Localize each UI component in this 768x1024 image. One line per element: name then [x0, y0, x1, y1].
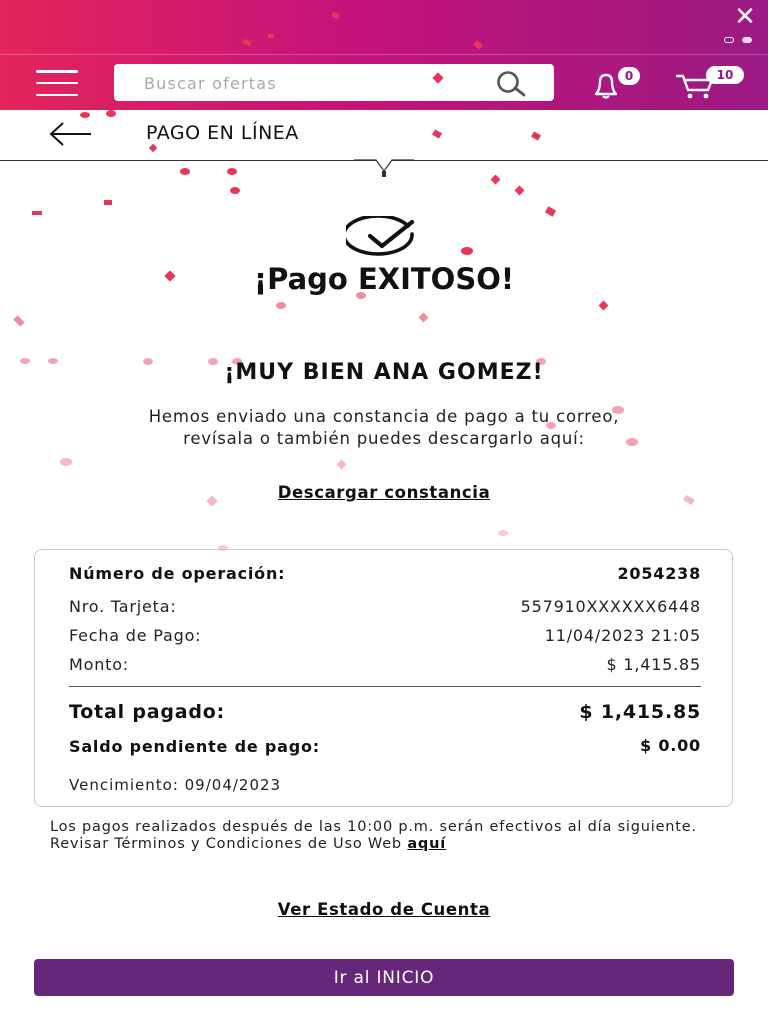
total-label: Total pagado: [69, 701, 226, 723]
amount-value: $ 1,415.85 [606, 655, 701, 674]
due-date: Vencimiento: 09/04/2023 [69, 776, 282, 794]
confetti-piece [106, 110, 116, 117]
success-title: ¡Pago EXITOSO! [253, 262, 515, 296]
message-line: revísala o también puedes descargarlo aquí: [183, 429, 585, 448]
balance-value: $ 0.00 [640, 736, 701, 755]
menu-line [36, 70, 78, 73]
operation-label: Número de operación: [69, 564, 286, 583]
date-value: 11/04/2023 21:05 [544, 626, 701, 645]
search-input[interactable] [142, 64, 476, 103]
page-title: PAGO EN LÍNEA [146, 122, 299, 144]
operation-row [69, 564, 701, 583]
total-value: $ 1,415.85 [579, 701, 701, 723]
download-receipt-link[interactable]: Descargar constancia [277, 483, 491, 502]
confetti-piece [461, 247, 473, 255]
terms-text: Revisar Términos y Condiciones de Uso Web [50, 836, 408, 852]
search-bar[interactable] [114, 64, 554, 101]
confetti-piece [227, 168, 237, 175]
confetti-piece [419, 313, 429, 323]
home-button[interactable]: Ir al INICIO [34, 959, 734, 996]
dot-outline-icon [724, 37, 734, 43]
balance-label: Saldo pendiente de pago: [69, 737, 320, 756]
account-status-link[interactable]: Ver Estado de Cuenta [277, 900, 491, 919]
search-icon[interactable] [488, 69, 532, 97]
terms-link[interactable]: aquí [407, 836, 446, 852]
card-value: 557910XXXXXX6448 [520, 597, 701, 616]
confetti-piece [32, 211, 42, 215]
amount-label: Monto: [69, 655, 129, 674]
confetti-piece [13, 315, 24, 326]
card-row [69, 597, 701, 616]
terms-line [50, 836, 740, 853]
card-label: Nro. Tarjeta: [69, 597, 177, 616]
subheader [0, 110, 768, 161]
header-notch-icon [354, 157, 414, 179]
menu-line [36, 82, 78, 85]
amount-row [69, 655, 701, 674]
back-arrow-icon[interactable] [48, 121, 94, 147]
notifications-badge: 0 [618, 67, 640, 85]
menu-line [36, 94, 78, 97]
confetti-piece [491, 175, 501, 185]
check-circle-icon [346, 216, 424, 258]
note-text: Los pagos realizados después de las 10:00 p.m. serán efectivos al día siguiente. [50, 819, 697, 835]
confetti-piece [337, 460, 347, 470]
cart-badge: 10 [706, 66, 744, 84]
window-dots [724, 37, 752, 43]
balance-row [69, 736, 701, 757]
top-strip [0, 0, 768, 55]
message-line: Hemos enviado una constancia de pago a tu correo, [148, 407, 620, 426]
confetti-piece [498, 530, 508, 536]
confetti-piece [180, 168, 190, 175]
total-row [69, 701, 701, 723]
divider [69, 686, 701, 687]
payment-note [50, 819, 740, 853]
confetti-piece [230, 187, 240, 194]
confetti-piece [268, 34, 274, 38]
payment-summary-card [34, 549, 733, 807]
confetti-piece [545, 206, 556, 217]
confetti-piece [515, 186, 525, 196]
date-row [69, 626, 701, 645]
confetti-piece [80, 112, 90, 118]
greeting: ¡MUY BIEN ANA GOMEZ! [224, 360, 544, 385]
operation-value: 2054238 [617, 564, 701, 583]
confetti-piece [60, 458, 72, 466]
menu-icon[interactable] [36, 70, 78, 96]
confetti-piece [104, 200, 112, 205]
date-label: Fecha de Pago: [69, 626, 202, 645]
close-icon[interactable]: ✕ [734, 2, 756, 32]
confirmation-message [40, 406, 728, 450]
confetti-piece [599, 301, 609, 311]
dot-filled-icon [742, 37, 752, 43]
confetti-piece [276, 302, 286, 309]
